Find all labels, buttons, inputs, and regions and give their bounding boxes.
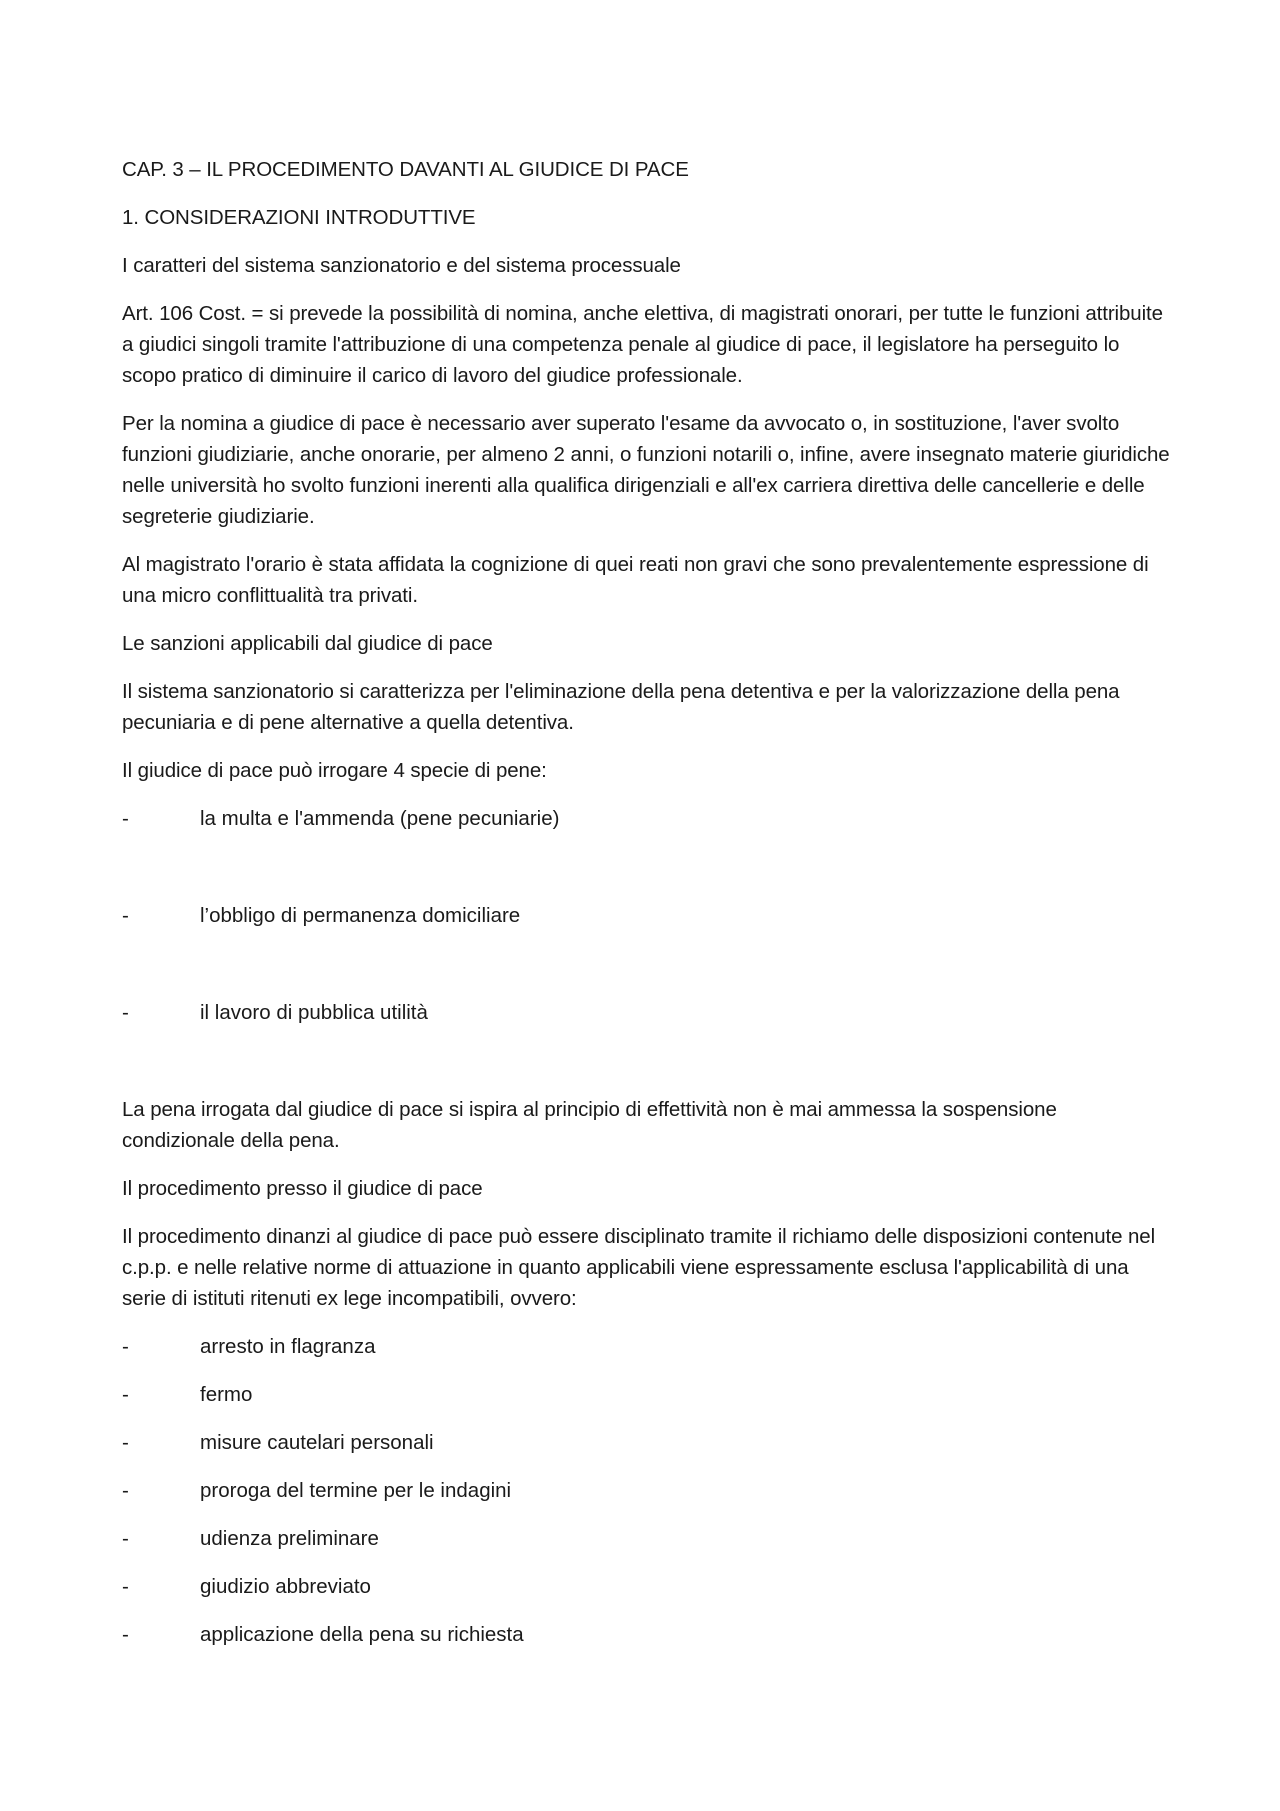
- list-dash: -: [122, 1383, 129, 1406]
- list-item: [122, 1523, 1172, 1554]
- list-item-text: fermo: [200, 1383, 253, 1406]
- list-dash: -: [122, 1623, 129, 1646]
- paragraph: Al magistrato l'orario è stata affidata la cognizione di quei reati non gravi che sono prevalentemente espressione di una micro conflittualità tra privati.: [122, 553, 1149, 607]
- paragraph: Il procedimento dinanzi al giudice di pace può essere disciplinato tramite il richiamo delle disposizioni contenute nel c.p.p. e nelle relative norme di attuazione in quanto applicabili viene espressamente esclusa l'applicabilità di una serie di istituti ritenuti ex lege incompatibili, ovvero:: [122, 1225, 1156, 1310]
- subheading: I caratteri del sistema sanzionatorio e del sistema processuale: [122, 254, 681, 277]
- list-item: [122, 1379, 1172, 1410]
- list-item-text: proroga del termine per le indagini: [200, 1479, 512, 1502]
- list-item-text: applicazione della pena su richiesta: [200, 1623, 524, 1646]
- list-item: [122, 1475, 1172, 1506]
- list-item-text: giudizio abbreviato: [200, 1575, 371, 1598]
- list-dash: -: [122, 1001, 129, 1024]
- list-item-text: misure cautelari personali: [200, 1431, 434, 1454]
- list-dash: -: [122, 1479, 129, 1502]
- list-dash: -: [122, 904, 129, 927]
- list-item: [122, 997, 1172, 1028]
- list-item: [122, 803, 1172, 834]
- paragraph: Art. 106 Cost. = si prevede la possibilità di nomina, anche elettiva, di magistrati onorari, per tutte le funzioni attribuite a giudici singoli tramite l'attribuzione di una competenza penale al giudice di pace, il legislatore ha perseguito lo scopo pratico di diminuire il carico di lavoro del giudice professionale.: [122, 302, 1163, 387]
- list-dash: -: [122, 807, 129, 830]
- list-item: [122, 1571, 1172, 1602]
- paragraph: Il sistema sanzionatorio si caratterizza per l'eliminazione della pena detentiva e per la valorizzazione della pena pecuniaria e di pene alternative a quella detentiva.: [122, 680, 1120, 734]
- list-dash: -: [122, 1575, 129, 1598]
- list-dash: -: [122, 1527, 129, 1550]
- list-item: [122, 1619, 1172, 1650]
- list-item-text: la multa e l'ammenda (pene pecuniarie): [200, 807, 560, 830]
- list-item-text: udienza preliminare: [200, 1527, 379, 1550]
- section-title: 1. CONSIDERAZIONI INTRODUTTIVE: [122, 206, 476, 229]
- list-item-text: il lavoro di pubblica utilità: [200, 1001, 428, 1024]
- subheading: Il procedimento presso il giudice di pace: [122, 1177, 483, 1200]
- list-item: [122, 1331, 1172, 1362]
- chapter-title: CAP. 3 – IL PROCEDIMENTO DAVANTI AL GIUDICE DI PACE: [122, 158, 689, 181]
- list-dash: -: [122, 1431, 129, 1454]
- paragraph: La pena irrogata dal giudice di pace si ispira al principio di effettività non è mai ammessa la sospensione condizionale della pena.: [122, 1098, 1057, 1152]
- document-body: [122, 154, 1172, 1667]
- paragraph: Il giudice di pace può irrogare 4 specie di pene:: [122, 759, 547, 782]
- list-item-text: l’obbligo di permanenza domiciliare: [200, 904, 521, 927]
- subheading: Le sanzioni applicabili dal giudice di pace: [122, 632, 493, 655]
- list-item: [122, 1427, 1172, 1458]
- paragraph: Per la nomina a giudice di pace è necessario aver superato l'esame da avvocato o, in sostituzione, l'aver svolto funzioni giudiziarie, anche onorarie, per almeno 2 anni, o funzioni notarili o, infine, avere insegnato materie giuridiche nelle università ho svolto funzioni inerenti alla qualifica dirigenziali e all'ex carriera direttiva delle cancellerie e delle segreterie giudiziarie.: [122, 412, 1170, 528]
- list-item: [122, 900, 1172, 931]
- list-dash: -: [122, 1335, 129, 1358]
- list-item-text: arresto in flagranza: [200, 1335, 376, 1358]
